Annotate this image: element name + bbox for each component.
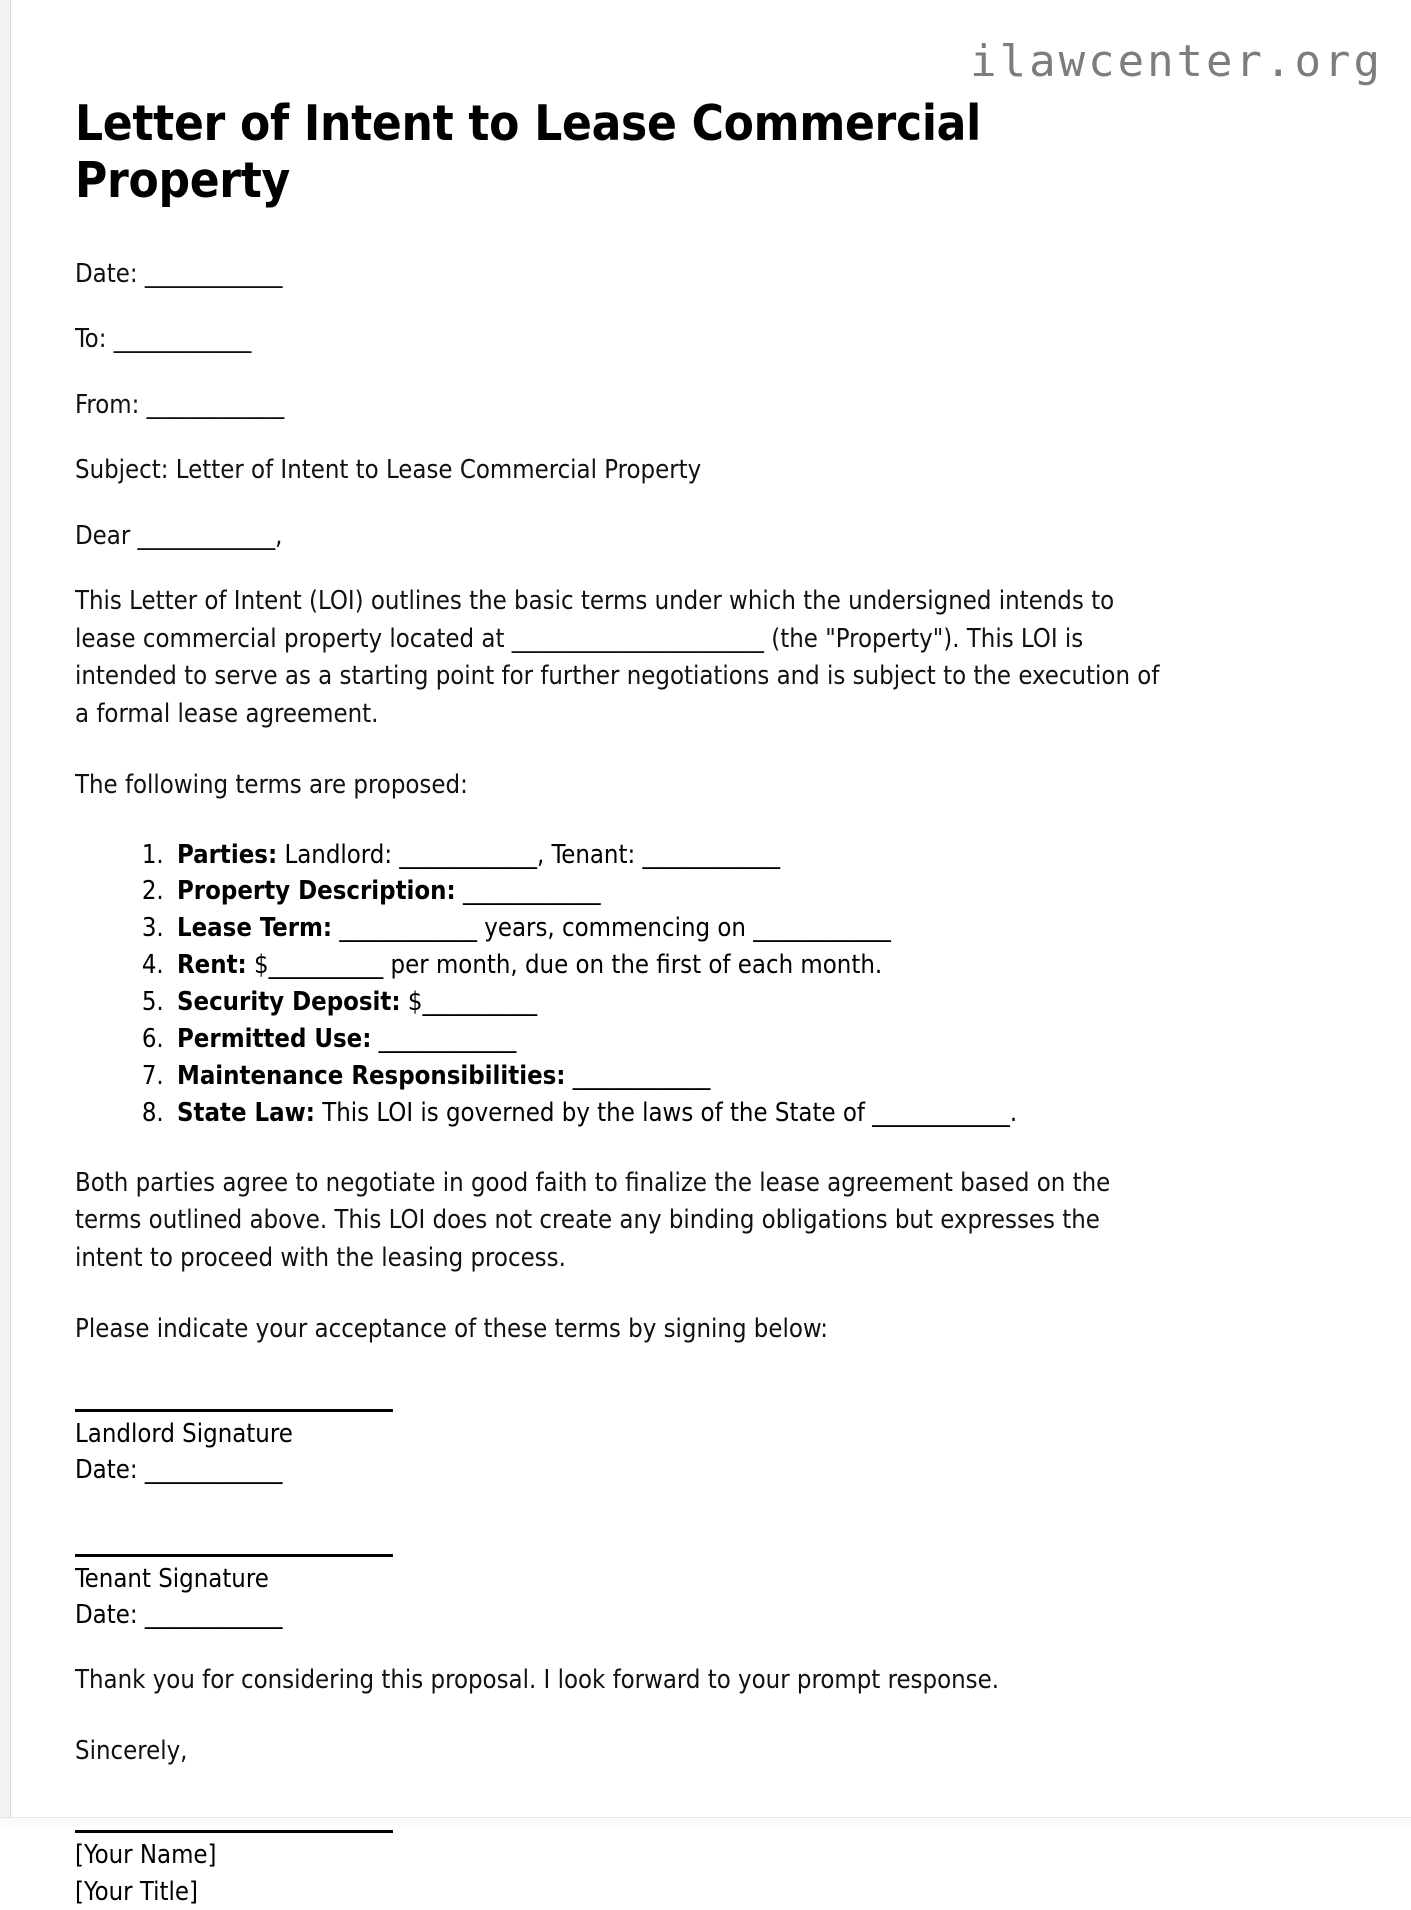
document-body	[75, 96, 1335, 1910]
acceptance-paragraph: Please indicate your acceptance of these terms by signing below:	[75, 1314, 828, 1345]
term-text: $__________	[400, 987, 538, 1018]
author-signature-rule	[75, 1830, 393, 1833]
landlord-signature-block	[75, 1409, 1335, 1488]
term-text: ____________	[565, 1060, 711, 1091]
author-block	[75, 1830, 1335, 1909]
term-label: Rent:	[177, 950, 247, 981]
terms-lead-in: The following terms are proposed:	[75, 770, 468, 801]
landlord-signature-label: Landlord Signature	[75, 1418, 293, 1449]
landlord-signature-rule	[75, 1409, 393, 1412]
list-item	[171, 1097, 1335, 1131]
term-label: Security Deposit:	[177, 987, 401, 1018]
list-item	[171, 1060, 1335, 1094]
spacer	[75, 1383, 1335, 1409]
list-item	[171, 949, 1335, 983]
page-title: Letter of Intent to Lease Commercial Property	[75, 95, 981, 209]
author-name-placeholder: [Your Name]	[75, 1840, 217, 1871]
author-title-placeholder: [Your Title]	[75, 1876, 198, 1907]
site-watermark: ilawcenter.org	[970, 36, 1383, 87]
term-label: Permitted Use:	[177, 1024, 372, 1055]
term-text: $__________ per month, due on the first of each month.	[246, 950, 883, 981]
tenant-signature-block	[75, 1554, 1335, 1633]
term-label: Lease Term:	[177, 913, 333, 944]
term-label: Parties:	[177, 839, 278, 870]
subject-line: Subject: Letter of Intent to Lease Commercial Property	[75, 455, 702, 486]
to-field-line: To: ____________	[75, 324, 252, 355]
sign-off: Sincerely,	[75, 1735, 188, 1766]
term-text: This LOI is governed by the laws of the State of ____________.	[314, 1097, 1018, 1128]
landlord-signature-date: Date: ____________	[75, 1454, 283, 1485]
tenant-signature-label: Tenant Signature	[75, 1564, 269, 1595]
term-text: ____________	[455, 876, 601, 907]
spacer	[75, 1804, 1335, 1830]
intro-paragraph: This Letter of Intent (LOI) outlines the basic terms under which the undersigned intends to lease commercial property located at ______________________ (the "Property"). This LOI is intended to serve as a starting point for further negotiations and is subject to the execution of a formal lease agreement.	[75, 586, 1160, 729]
tenant-signature-date: Date: ____________	[75, 1600, 283, 1631]
term-label: State Law:	[177, 1097, 315, 1128]
thank-you-paragraph: Thank you for considering this proposal. I look forward to your prompt response.	[75, 1664, 1000, 1695]
list-item	[171, 839, 1335, 873]
from-field-line: From: ____________	[75, 389, 285, 420]
term-text: ____________	[371, 1024, 517, 1055]
term-text: ____________ years, commencing on ____________	[332, 913, 891, 944]
list-item	[171, 1023, 1335, 1057]
list-item	[171, 875, 1335, 909]
spacer	[75, 1516, 1335, 1554]
list-item	[171, 912, 1335, 946]
list-item	[171, 986, 1335, 1020]
term-label: Maintenance Responsibilities:	[177, 1060, 566, 1091]
proposed-terms-list	[75, 839, 1335, 1131]
term-label: Property Description:	[177, 876, 456, 907]
date-field-line: Date: ____________	[75, 258, 283, 289]
salutation-line: Dear ____________,	[75, 520, 283, 551]
term-text: Landlord: ____________, Tenant: ____________	[277, 839, 781, 870]
good-faith-paragraph: Both parties agree to negotiate in good faith to finalize the lease agreement based on the terms outlined above. This LOI does not create any binding obligations but expresses the intent to proceed with the leasing process.	[75, 1167, 1111, 1273]
tenant-signature-rule	[75, 1554, 393, 1557]
